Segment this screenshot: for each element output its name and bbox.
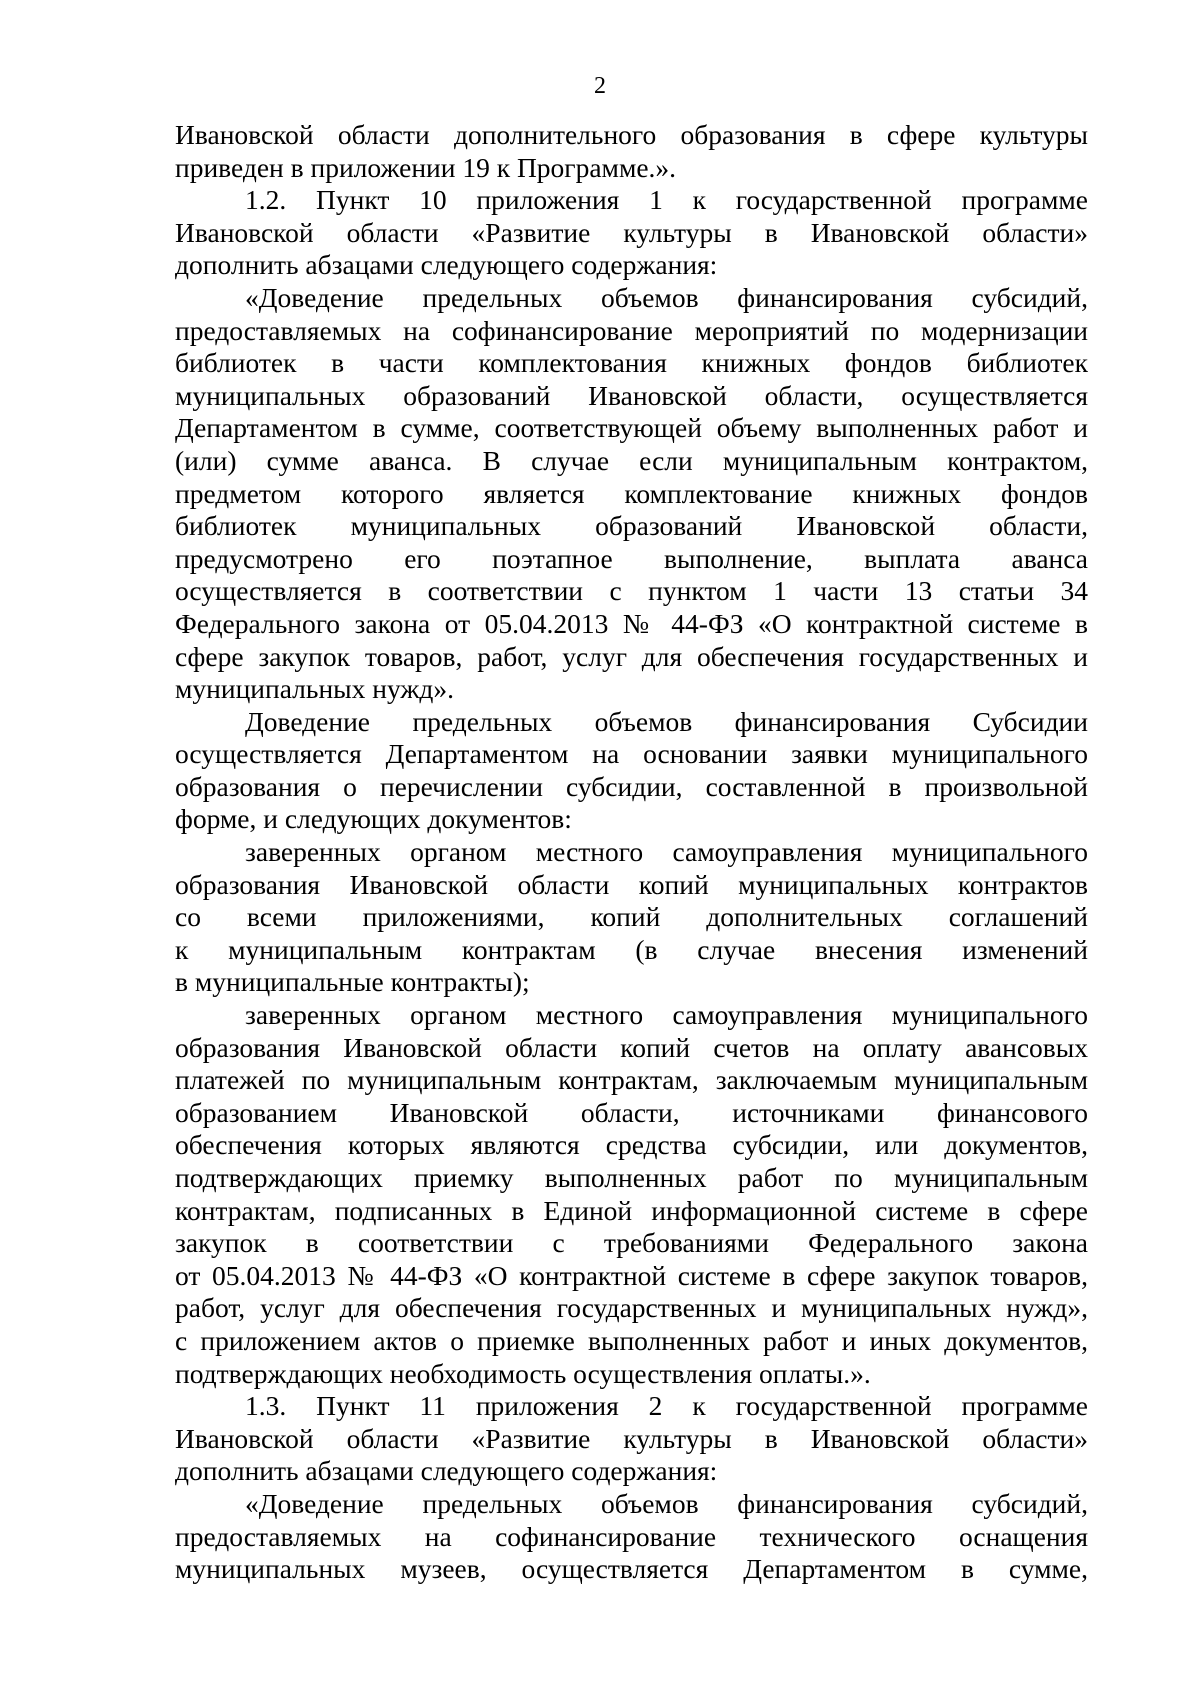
text-line: осуществляется в соответствии с пунктом 1 части 13 статьи 34 [175,575,1088,607]
text-line: муниципальных музеев, осуществляется Департаментом в сумме, [175,1553,1088,1585]
page-number: 2 [594,73,606,99]
text-line: со всеми приложениями, копий дополнительных соглашений [175,901,1088,933]
text-line: с приложением актов о приемке выполненных работ и иных документов, [175,1324,1088,1356]
text-line: платежей по муниципальным контрактам, заключаемым муниципальным [175,1064,1088,1096]
text-line: муниципальных образований Ивановской области, осуществляется [175,379,1088,411]
text-line: форме, и следующих документов: [175,803,572,835]
text-line: образованием Ивановской области, источниками финансового [175,1096,1088,1128]
text-line: в муниципальные контракты); [175,966,530,998]
text-line: Ивановской области дополнительного образования в сфере культуры [175,119,1088,150]
text-line: Ивановской области «Развитие культуры в Ивановской области» [175,1422,1088,1454]
text-line: дополнить абзацами следующего содержания: [175,1455,718,1487]
text-line: обеспечения которых являются средства субсидии, или документов, [175,1129,1088,1161]
text-line: 1.2. Пункт 10 приложения 1 к государственной программе [245,184,1088,216]
text-line: дополнить абзацами следующего содержания: [175,249,718,281]
text-line: заверенных органом местного самоуправления муниципального [245,999,1088,1031]
text-line: Федерального закона от 05.04.2013 № 44-ФЗ «О контрактной системе в [175,607,1088,639]
text-line: осуществляется Департаментом на основании заявки муниципального [175,738,1088,770]
text-line: библиотек в части комплектования книжных фондов библиотек [175,347,1088,379]
text-line: муниципальных нужд». [175,673,454,705]
text-line: предоставляемых на софинансирование технического оснащения [175,1520,1088,1552]
text-line: библиотек муниципальных образований Ивановской области, [175,510,1088,542]
text-line: «Доведение предельных объемов финансирования субсидий, [245,1487,1088,1519]
text-line: Департаментом в сумме, соответствующей объему выполненных работ и [175,412,1088,444]
text-line: контрактам, подписанных в Единой информационной системе в сфере [175,1194,1088,1226]
text-line: «Доведение предельных объемов финансирования субсидий, [245,281,1088,313]
text-line: приведен в приложении 19 к Программе.». [175,151,677,183]
text-line: (или) сумме аванса. В случае если муниципальным контрактом, [175,444,1088,476]
text-line: образования о перечислении субсидии, составленной в произвольной [175,770,1088,802]
text-line: подтверждающих необходимость осуществления оплаты.». [175,1357,871,1389]
text-line: сфере закупок товаров, работ, услуг для обеспечения государственных и [175,640,1088,672]
text-line: закупок в соответствии с требованиями Федерального закона [175,1227,1088,1259]
text-line: Ивановской области «Развитие культуры в Ивановской области» [175,216,1088,248]
text-line: образования Ивановской области копий счетов на оплату авансовых [175,1031,1088,1063]
text-line: работ, услуг для обеспечения государственных и муниципальных нужд», [175,1292,1088,1324]
text-line: к муниципальным контрактам (в случае внесения изменений [175,933,1088,965]
text-line: предоставляемых на софинансирование мероприятий по модернизации [175,314,1088,346]
text-line: образования Ивановской области копий муниципальных контрактов [175,868,1088,900]
document-body [175,119,1088,1586]
text-line: Доведение предельных объемов финансирования Субсидии [245,705,1088,737]
text-line: 1.3. Пункт 11 приложения 2 к государственной программе [245,1390,1088,1422]
text-line: подтверждающих приемку выполненных работ по муниципальным [175,1162,1088,1193]
text-line: предусмотрено его поэтапное выполнение, выплата аванса [175,542,1088,574]
text-line: предметом которого является комплектование книжных фондов [175,477,1088,509]
text-line: от 05.04.2013 № 44-ФЗ «О контрактной системе в сфере закупок товаров, [175,1259,1088,1291]
text-line: заверенных органом местного самоуправления муниципального [245,836,1088,868]
